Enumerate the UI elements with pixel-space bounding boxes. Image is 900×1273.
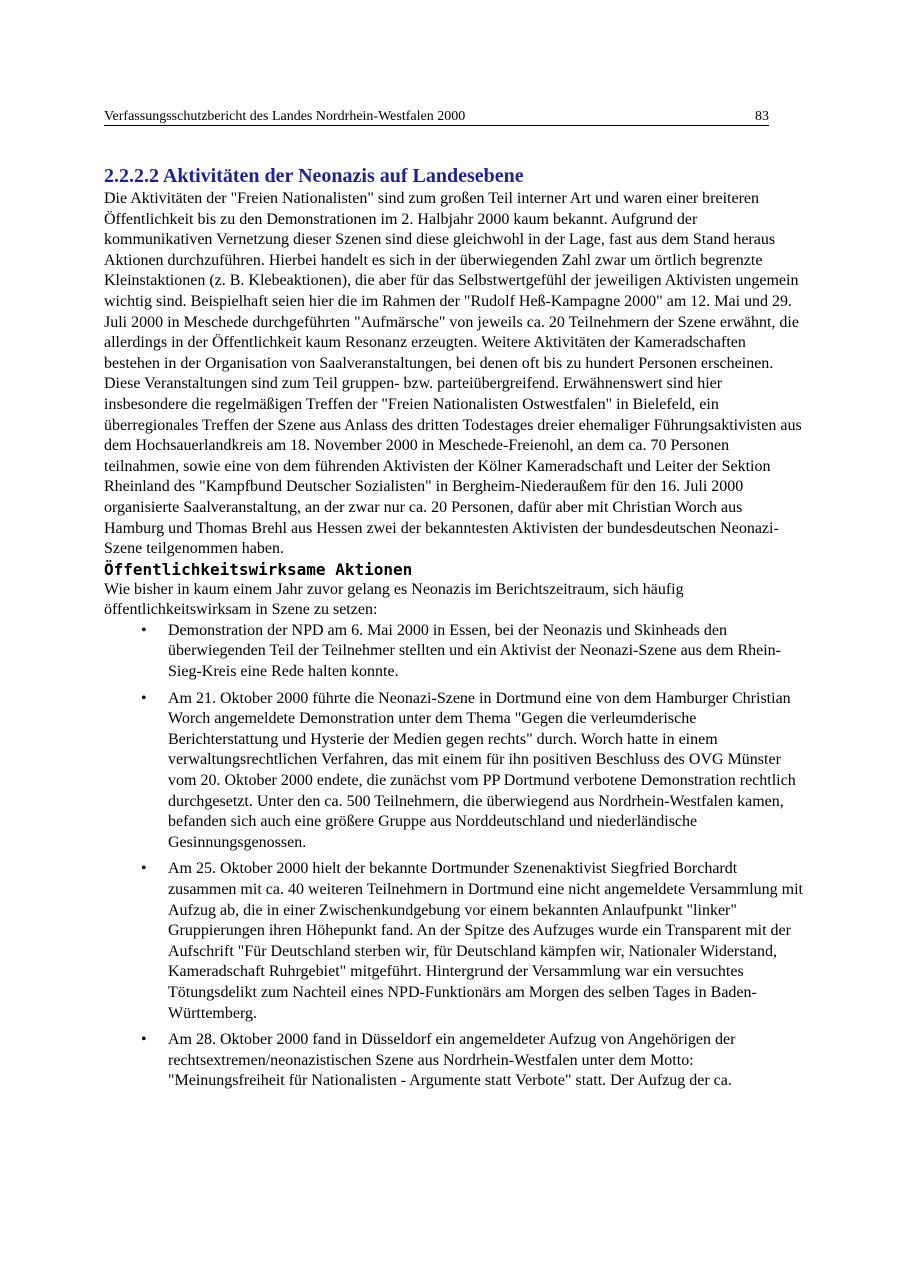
running-title: Verfassungsschutzbericht des Landes Nordrhein-Westfalen 2000 bbox=[104, 109, 466, 124]
list-item bbox=[104, 1030, 804, 1092]
subsection-intro: Wie bisher in kaum einem Jahr zuvor gelang es Neonazis im Berichtszeitraum, sich häufig öffentlichkeitswirksam in Szene zu setzen: bbox=[104, 580, 684, 619]
bullet-list bbox=[104, 621, 804, 1092]
bullet-icon: • bbox=[141, 621, 147, 639]
list-item bbox=[104, 859, 804, 1024]
list-item-text: Am 25. Oktober 2000 hielt der bekannte Dortmunder Szenenaktivist Siegfried Borchardt zusammen mit ca. 40 weiteren Teilnehmern in Dortmund eine nicht angemeldete Versammlung mit Aufzug ab, die in einer Zwischenkundgebung vor einem bekannten Anlaufpunkt "linker" Gruppierungen ihren Höhepunkt fand. An der Spitze des Aufzuges wurde ein Transparent mit der Aufschrift "Für Deutschland sterben wir, für Deutschland kämpfen wir, Nationaler Widerstand, Kameradschaft Ruhrgebiet" mitgeführt. Hintergrund der Versammlung war ein versuchtes Tötungsdelikt zum Nachteil eines NPD-Funktionärs am Morgen des selben Tages in Baden-Württemberg. bbox=[168, 860, 803, 1022]
section-heading: 2.2.2.2 Aktivitäten der Neonazis auf Landesebene bbox=[104, 165, 524, 187]
page-header bbox=[104, 108, 769, 126]
page-number: 83 bbox=[755, 109, 769, 124]
bullet-icon: • bbox=[141, 689, 147, 707]
list-item-text: Demonstration der NPD am 6. Mai 2000 in Essen, bei der Neonazis und Skinheads den überwiegenden Teil der Teilnehmer stellten und ein Aktivist der Neonazi-Szene aus dem Rhein-Sieg-Kreis eine Rede halten konnte. bbox=[168, 621, 781, 681]
list-item-text: Am 21. Oktober 2000 führte die Neonazi-Szene in Dortmund eine von dem Hamburger Christian Worch angemeldete Demonstration unter dem Thema "Gegen die verleumderische Berichterstattung und Hysterie der Medien gegen rechts" durch. Worch hatte in einem verwaltungsrechtlichen Verfahren, das mit einem für ihn positiven Beschluss des OVG Münster vom 20. Oktober 2000 endete, die zunächst vom PP Dortmund verbotene Demonstration rechtlich durchgesetzt. Unter den ca. 500 Teilnehmern, die überwiegend aus Nordrhein-Westfalen kamen, befanden sich auch eine größere Gruppe aus Norddeutschland und niederländische Gesinnungsgenossen. bbox=[168, 689, 796, 851]
list-item-text: Am 28. Oktober 2000 fand in Düsseldorf ein angemeldeter Aufzug von Angehörigen der rechtsextremen/neonazistischen Szene aus Nordrhein-Westfalen unter dem Motto: "Meinungsfreiheit für Nationalisten - Argumente statt Verbote" statt. Der Aufzug der ca. bbox=[168, 1031, 736, 1090]
list-item bbox=[104, 689, 804, 854]
subsection-heading: Öffentlichkeitswirksame Aktionen bbox=[104, 559, 413, 579]
bullet-icon: • bbox=[141, 1031, 147, 1049]
page-content bbox=[104, 163, 804, 1092]
list-item bbox=[104, 621, 804, 683]
section-paragraph: Die Aktivitäten der "Freien Nationalisten" sind zum großen Teil interner Art und waren einer breiteren Öffentlichkeit bis zu den Demonstrationen im 2. Halbjahr 2000 kaum bekannt. Aufgrund der kommunikativen Vernetzung dieser Szenen sind diese gleichwohl in der Lage, fast aus dem Stand heraus Aktionen durchzuführen. Hierbei handelt es sich in der überwiegenden Zahl zwar um örtlich begrenzte Kleinstaktionen (z. B. Klebeaktionen), die aber für das Selbstwertgefühl der jeweiligen Aktivisten ungemein wichtig sind. Beispielhaft seien hier die im Rahmen der "Rudolf Heß-Kampagne 2000" am 12. Mai und 29. Juli 2000 in Meschede durchgeführten "Aufmärsche" von jeweils ca. 20 Teilnehmern der Szene erwähnt, die allerdings in der Öffentlichkeit kaum Resonanz erzeugten. Weitere Aktivitäten der Kameradschaften bestehen in der Organisation von Saalveranstaltungen, bei denen oft bis zu hundert Personen erscheinen. Diese Veranstaltungen sind zum Teil gruppen- bzw. parteiübergreifend. Erwähnenswert sind hier insbesondere die regelmäßigen Treffen der "Freien Nationalisten Ostwestfalen" in Bielefeld, ein überregionales Treffen der Szene aus Anlass des dritten Todestages dreier ehemaliger Führungsaktivisten aus dem Hochsauerlandkreis am 18. November 2000 in Meschede-Freienohl, an dem ca. 70 Personen teilnahmen, sowie eine von dem führenden Aktivisten der Kölner Kameradschaft und Leiter der Sektion Rheinland des "Kampfbund Deutscher Sozialisten" in Bergheim-Niederaußem für den 16. Juli 2000 organisierte Saalveranstaltung, an der zwar nur ca. 20 Personen, dafür aber mit Christian Worch aus Hamburg und Thomas Brehl aus Hessen zwei der bekanntesten Aktivisten der bundesdeutschen Neonazi-Szene teilgenommen haben. bbox=[104, 190, 802, 558]
bullet-icon: • bbox=[141, 860, 147, 878]
